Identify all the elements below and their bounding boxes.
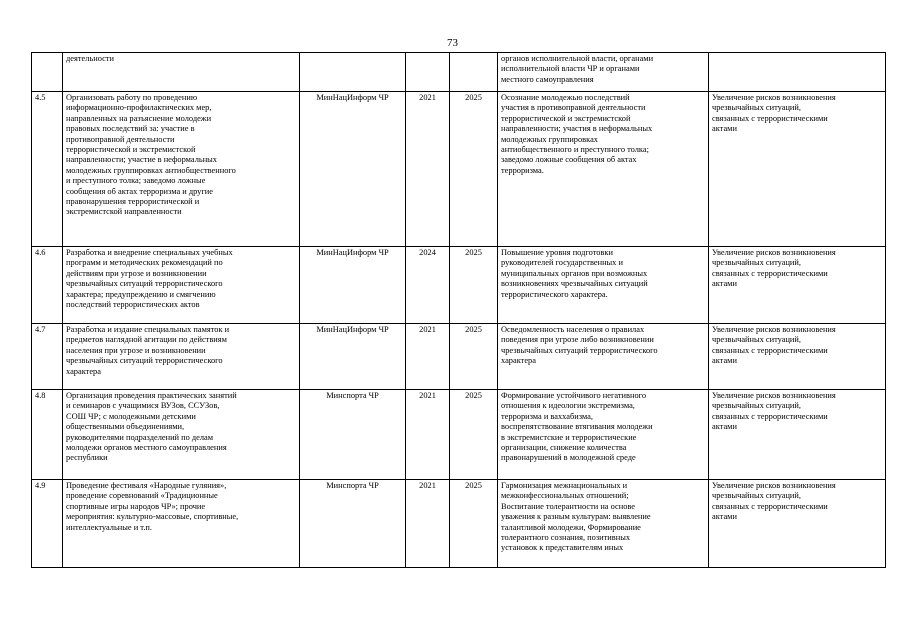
table-row [32, 53, 886, 92]
table-row [32, 92, 886, 247]
end-year-cell [450, 53, 498, 92]
result-cell: Повышение уровня подготовки руководителей государственных и муниципальных органов при возможных возникновениях чрезвычайных ситуаций террористического характера. [498, 247, 709, 324]
risk-cell: Увеличение рисков возникновения чрезвычайных ситуаций, связанных с террористическими актами [709, 390, 886, 480]
end-year-cell: 2025 [450, 247, 498, 324]
result-cell: Осведомленность населения о правилах поведения при угрозе либо возникновении чрезвычайных ситуаций террористического характера [498, 324, 709, 390]
start-year-cell: 2021 [406, 390, 450, 480]
table-row [32, 324, 886, 390]
action-cell: Разработка и издание специальных памяток и предметов наглядной агитации по действиям населения при угрозе и возникновении чрезвычайных ситуаций террористического характера [63, 324, 300, 390]
measures-table [31, 52, 886, 568]
action-cell: деятельности [63, 53, 300, 92]
end-year-cell: 2025 [450, 390, 498, 480]
action-cell: Организация проведения практических занятий и семинаров с учащимися ВУЗов, ССУЗов, СОШ ЧР; с молодежными детскими общественными объединениями, руководителями подразделений по делам молодежи органов местного самоуправления республики [63, 390, 300, 480]
executor-cell: Минспорта ЧР [300, 480, 406, 568]
risk-cell: Увеличение рисков возникновения чрезвычайных ситуаций, связанных с террористическими актами [709, 92, 886, 247]
executor-cell: МинНацИнформ ЧР [300, 92, 406, 247]
risk-cell: Увеличение рисков возникновения чрезвычайных ситуаций, связанных с террористическими актами [709, 324, 886, 390]
risk-cell: Увеличение рисков возникновения чрезвычайных ситуаций, связанных с террористическими актами [709, 247, 886, 324]
page-number: 73 [447, 37, 458, 49]
row-number: 4.5 [32, 92, 63, 247]
end-year-cell: 2025 [450, 480, 498, 568]
action-cell: Организовать работу по проведению информационно-профилактических мер, направленных на разъяснение молодежи правовых последствий за: участие в противоправной деятельности террористической и экстремистской направленности; участие в неформальных молодежных группировках антиобщественного и преступного толка; заведомо ложные сообщения об актах терроризма и другие правонарушения террористической и экстремистской направленности [63, 92, 300, 247]
table-row [32, 247, 886, 324]
executor-cell: МинНацИнформ ЧР [300, 247, 406, 324]
row-number: 4.6 [32, 247, 63, 324]
action-cell: Проведение фестиваля «Народные гуляния», проведение соревнований «Традиционные спортивные игры народов ЧР»; прочие мероприятия: культурно-массовые, спортивные, интеллектуальные и т.п. [63, 480, 300, 568]
executor-cell: Минспорта ЧР [300, 390, 406, 480]
result-cell: органов исполнительной власти, органами исполнительной власти ЧР и органами местного самоуправления [498, 53, 709, 92]
result-cell: Гармонизация межнациональных и межконфессиональных отношений; Воспитание толерантности на основе уважения к разным культурам: выявление талантливой молодежи, Формирование толерантного сознания, позитивных установок к представителям иных [498, 480, 709, 568]
row-number: 4.9 [32, 480, 63, 568]
result-cell: Формирование устойчивого негативного отношения к идеологии экстремизма, терроризма и ваххабизма, воспрепятствование втягивания молодежи в экстремистские и террористические организации, снижение количества правонарушений в молодежной среде [498, 390, 709, 480]
start-year-cell: 2021 [406, 324, 450, 390]
start-year-cell: 2021 [406, 92, 450, 247]
row-number: 4.8 [32, 390, 63, 480]
executor-cell [300, 53, 406, 92]
result-cell: Осознание молодежью последствий участия в противоправной деятельности террористической и экстремистской направленности; участия в неформальных молодежных группировках антиобщественного и преступного толка; заведомо ложные сообщения об актах терроризма. [498, 92, 709, 247]
start-year-cell: 2021 [406, 480, 450, 568]
row-number [32, 53, 63, 92]
risk-cell: Увеличение рисков возникновения чрезвычайных ситуаций, связанных с террористическими актами [709, 480, 886, 568]
table-row [32, 480, 886, 568]
row-number: 4.7 [32, 324, 63, 390]
risk-cell [709, 53, 886, 92]
start-year-cell [406, 53, 450, 92]
action-cell: Разработка и внедрение специальных учебных программ и методических рекомендаций по действиям при угрозе и возникновении чрезвычайных ситуаций террористического характера; предупреждению и смягчению последствий террористических актов [63, 247, 300, 324]
end-year-cell: 2025 [450, 92, 498, 247]
executor-cell: МинНацИнформ ЧР [300, 324, 406, 390]
table-row [32, 390, 886, 480]
start-year-cell: 2024 [406, 247, 450, 324]
end-year-cell: 2025 [450, 324, 498, 390]
